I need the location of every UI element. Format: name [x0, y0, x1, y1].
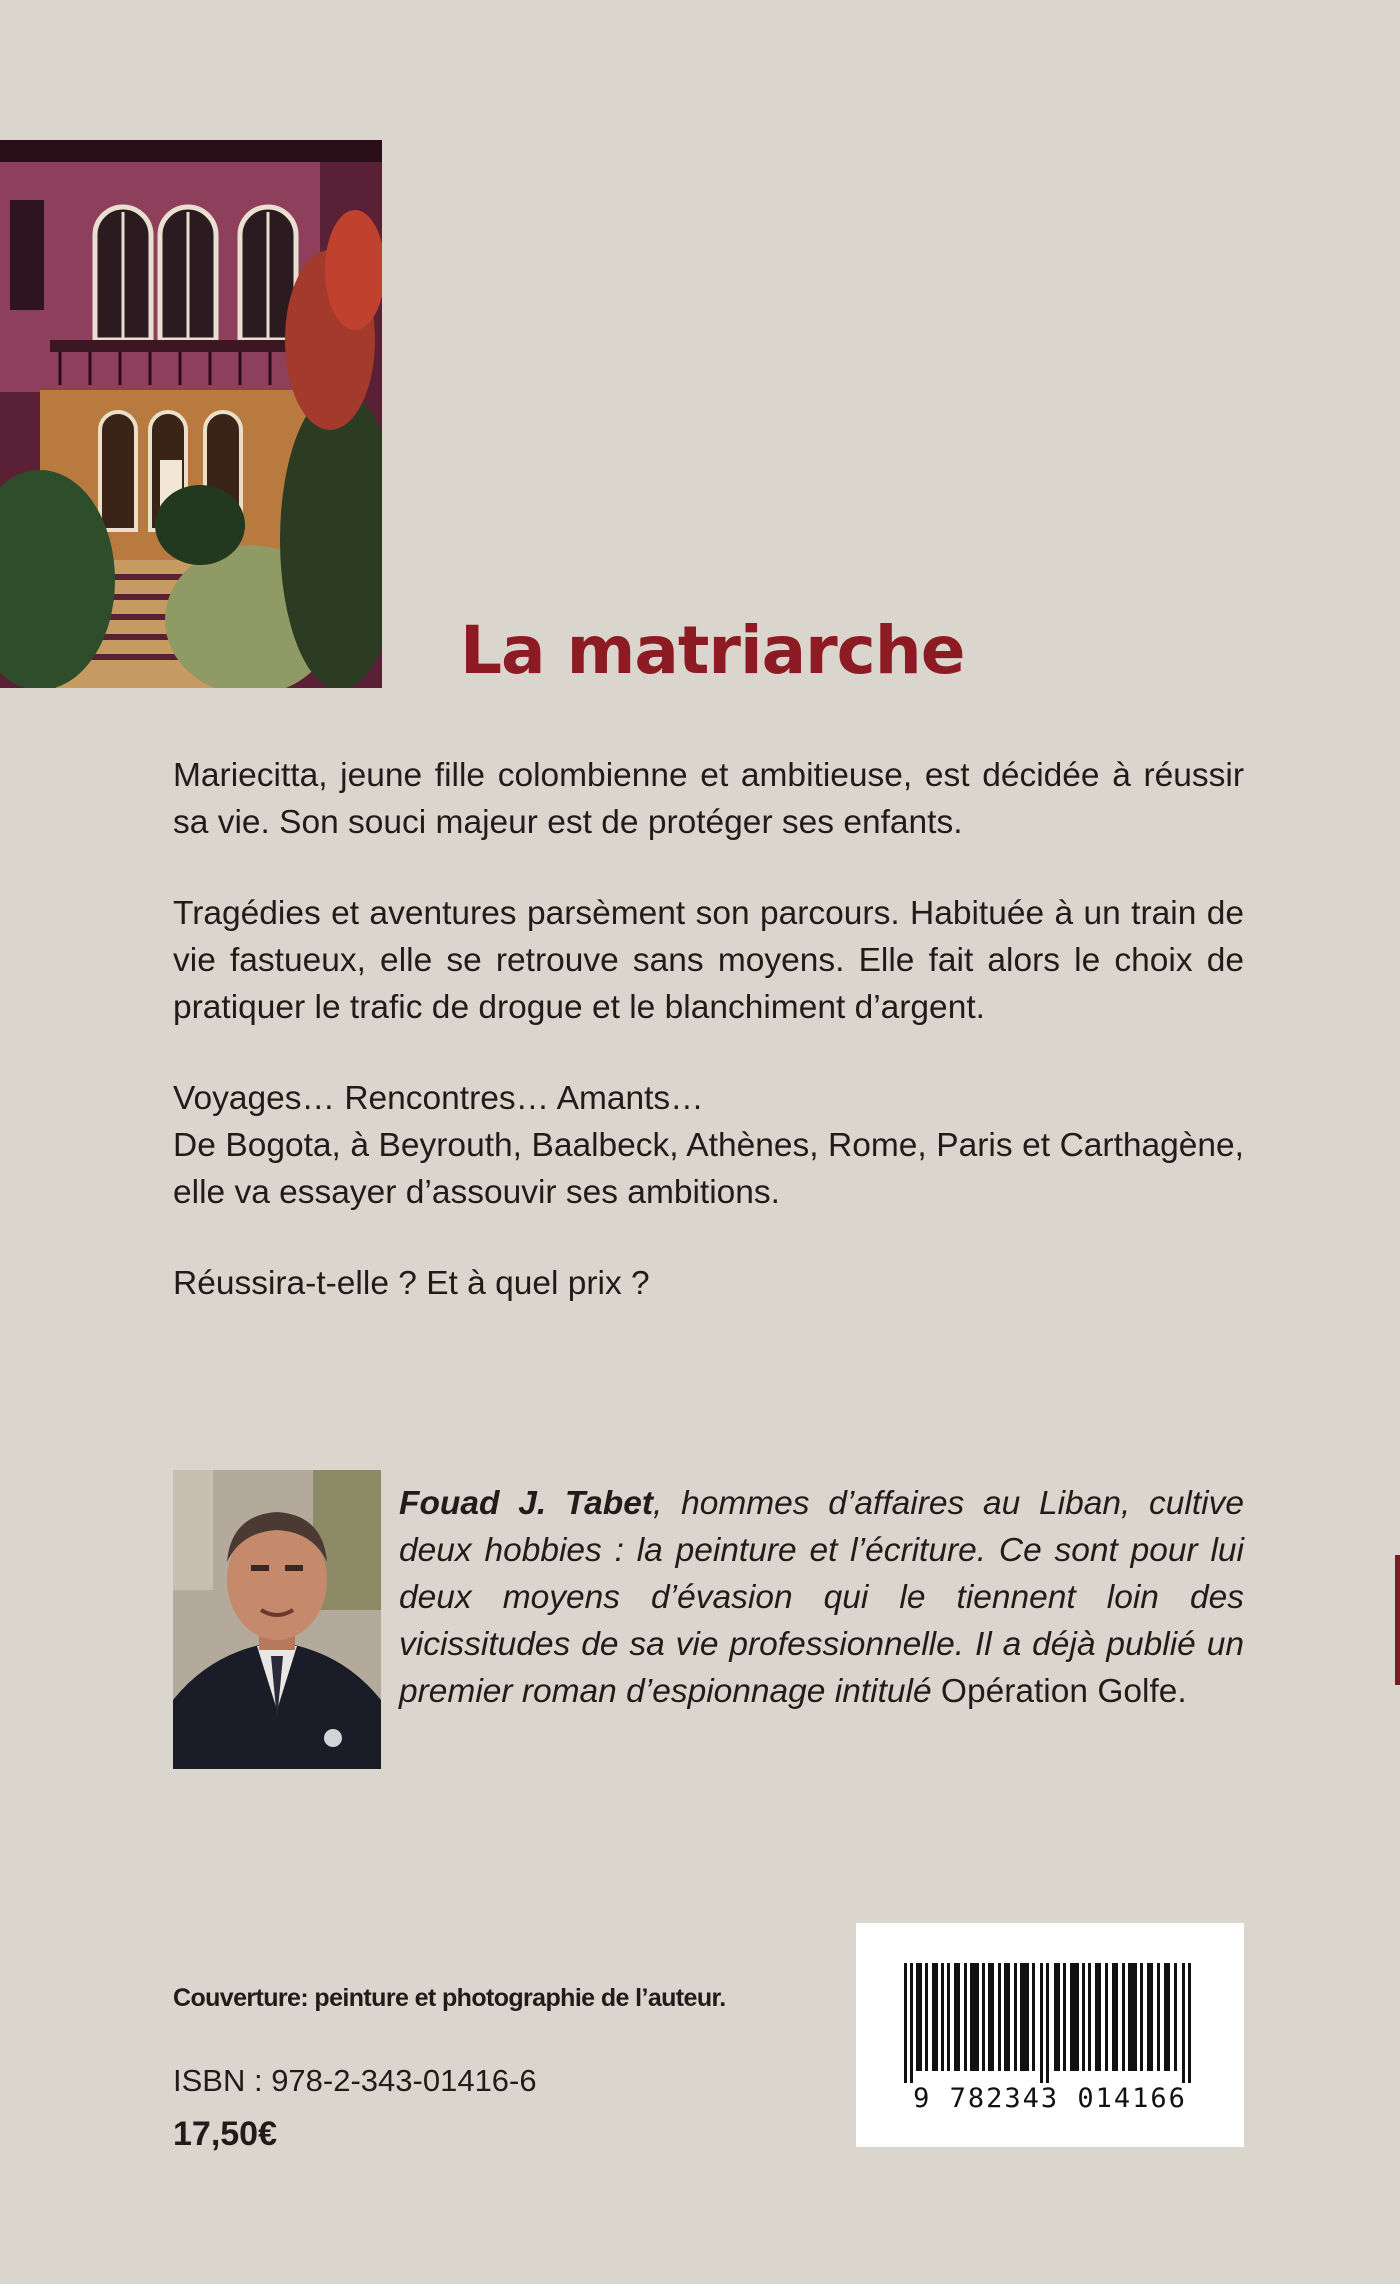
author-name: Fouad J. Tabet	[399, 1485, 654, 1522]
cover-painting	[0, 140, 382, 688]
blurb-paragraph: De Bogota, à Beyrouth, Baalbeck, Athènes, Rome, Paris et Carthagène, elle va essayer d’assouvir ses ambitions.	[173, 1127, 1244, 1211]
author-previous-work: Opération Golfe.	[940, 1673, 1187, 1710]
blurb	[173, 752, 1244, 1351]
blurb-paragraph: Tragédies et aventures parsèment son parcours. Habituée à un train de vie fastueux, elle se retrouve sans moyens. Elle fait alors le choix de pratiquer le trafic de drogue et le blanchiment d’argent.	[173, 895, 1244, 1026]
author-bio-text: , hommes d’affaires au Liban, cultive deux hobbies : la peinture et l’écriture. Ce sont pour lui deux moyens d’évasion qui le tiennent loin des vicissitudes de sa vie professionnelle. Il a déjà publié un premier roman d’espionnage intitulé	[399, 1485, 1244, 1710]
cover-credit: Couverture: peinture et photographie de l’auteur.	[173, 1984, 726, 2012]
author-photo	[173, 1470, 381, 1769]
barcode-bars	[900, 1963, 1200, 2083]
blurb-paragraph: Mariecitta, jeune fille colombienne et ambitieuse, est décidée à réussir sa vie. Son souci majeur est de protéger ses enfants.	[173, 757, 1244, 841]
price: 17,50€	[173, 2115, 277, 2153]
book-title: La matriarche	[460, 612, 965, 689]
barcode-digits: 9 782343 014166	[913, 2083, 1187, 2114]
barcode	[856, 1923, 1244, 2147]
isbn: ISBN : 978-2-343-01416-6	[173, 2063, 537, 2098]
author-bio	[399, 1480, 1244, 1715]
blurb-paragraph: Voyages… Rencontres… Amants…	[173, 1080, 704, 1117]
spine-edge-line	[1395, 1555, 1400, 1685]
blurb-paragraph: Réussira-t-elle ? Et à quel prix ?	[173, 1265, 650, 1302]
